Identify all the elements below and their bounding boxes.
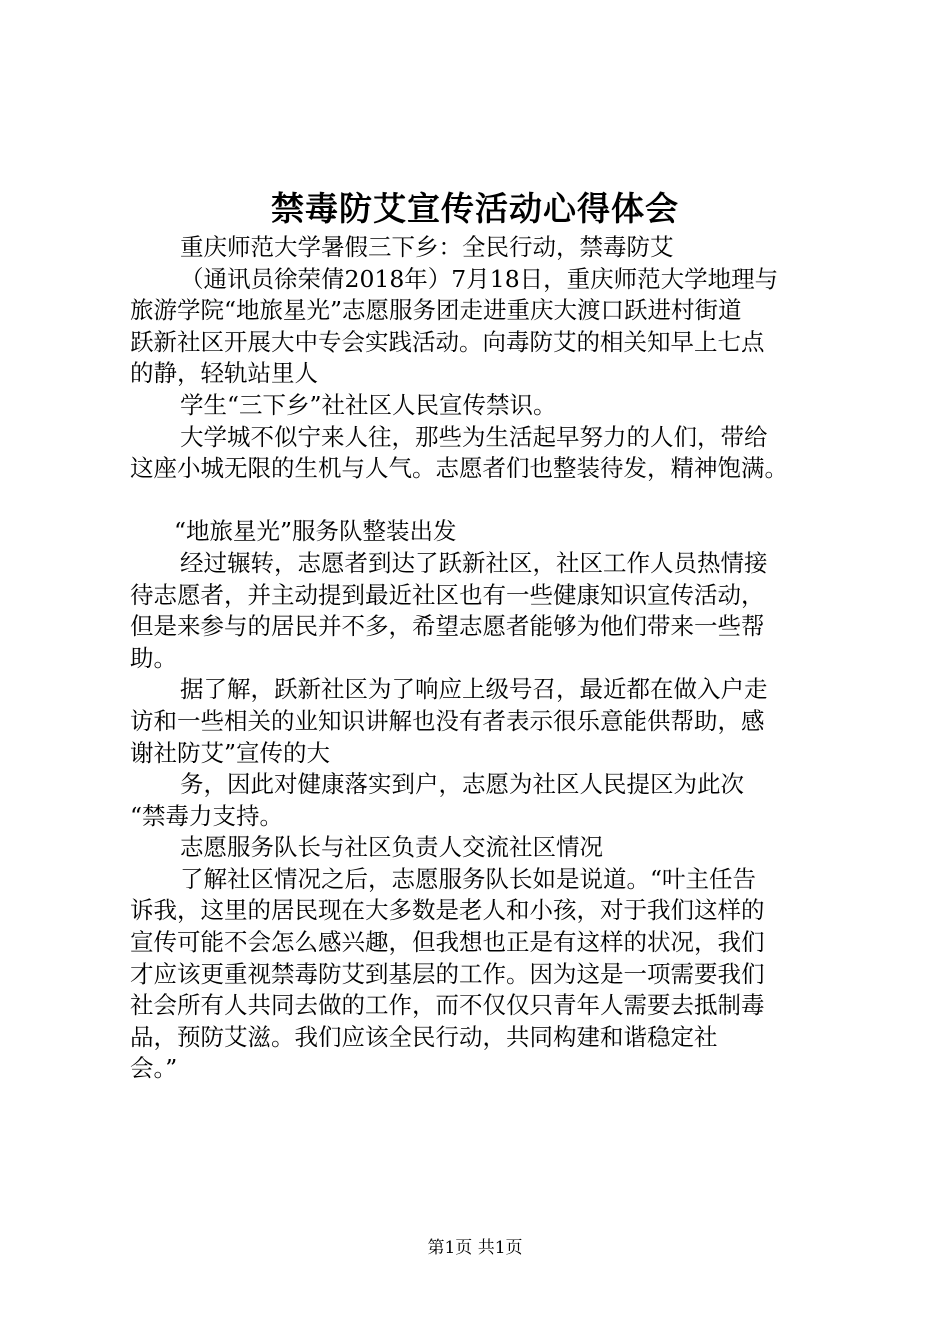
paragraph-line: 的静，轻轨站里人 <box>130 359 318 388</box>
paragraph-line: 但是来参与的居民并不多，希望志愿者能够为他们带来一些帮 <box>130 612 765 641</box>
paragraph-line: 跃新社区开展大中专会实践活动。向毒防艾的相关知早上七点 <box>130 327 765 356</box>
paragraph-line: 谢社防艾”宣传的大 <box>130 738 331 767</box>
paragraph-line: 经过辗转，志愿者到达了跃新社区，社区工作人员热情接 <box>180 548 768 577</box>
paragraph-line: 大学城不似宁来人往，那些为生活起早努力的人们，带给 <box>180 422 768 451</box>
document-title: 禁毒防艾宣传活动心得体会 <box>271 189 679 228</box>
paragraph-line: 学生“三下乡”社社区人民宣传禁识。 <box>180 390 557 419</box>
paragraph-line: 品，预防艾滋。我们应该全民行动，共同构建和谐稳定社 <box>130 1022 718 1051</box>
paragraph-line: 务，因此对健康落实到户，志愿为社区人民提区为此次 <box>180 770 744 799</box>
section-caption: 志愿服务队长与社区负责人交流社区情况 <box>180 833 603 862</box>
document-body <box>130 232 835 1085</box>
paragraph-line: 社会所有人共同去做的工作，而不仅仅只青年人需要去抵制毒 <box>130 991 765 1020</box>
blank-line <box>130 485 835 517</box>
paragraph-line: 宣传可能不会怎么感兴趣，但我想也正是有这样的状况，我们 <box>130 928 765 957</box>
paragraph-line: 待志愿者，并主动提到最近社区也有一些健康知识宣传活动， <box>130 580 765 609</box>
paragraph-line: 助。 <box>130 643 177 672</box>
section-caption: “地旅星光”服务队整装出发 <box>174 517 457 546</box>
paragraph-line: 据了解，跃新社区为了响应上级号召，最近都在做入户走 <box>180 675 768 704</box>
paragraph-line: 访和一些相关的业知识讲解也没有者表示很乐意能供帮助，感 <box>130 706 765 735</box>
paragraph-line: 会。” <box>130 1054 178 1083</box>
paragraph-line: 旅游学院“地旅星光”志愿服务团走进重庆大渡口跃进村街道 <box>130 296 742 325</box>
paragraph-line: （通讯员徐荣倩2018年）7月18日，重庆师范大学地理与 <box>180 264 779 293</box>
page-number-footer: 第1页 共1页 <box>427 1238 523 1258</box>
paragraph-line: 诉我，这里的居民现在大多数是老人和小孩，对于我们这样的 <box>130 896 765 925</box>
paragraph-line: “禁毒力支持。 <box>130 801 284 830</box>
paragraph-line: 这座小城无限的生机与人气。志愿者们也整装待发，精神饱满。 <box>130 454 788 483</box>
paragraph-line: 了解社区情况之后，志愿服务队长如是说道。“叶主任告 <box>180 864 757 893</box>
paragraph-line: 才应该更重视禁毒防艾到基层的工作。因为这是一项需要我们 <box>130 959 765 988</box>
paragraph-line: 重庆师范大学暑假三下乡：全民行动，禁毒防艾 <box>180 233 674 261</box>
